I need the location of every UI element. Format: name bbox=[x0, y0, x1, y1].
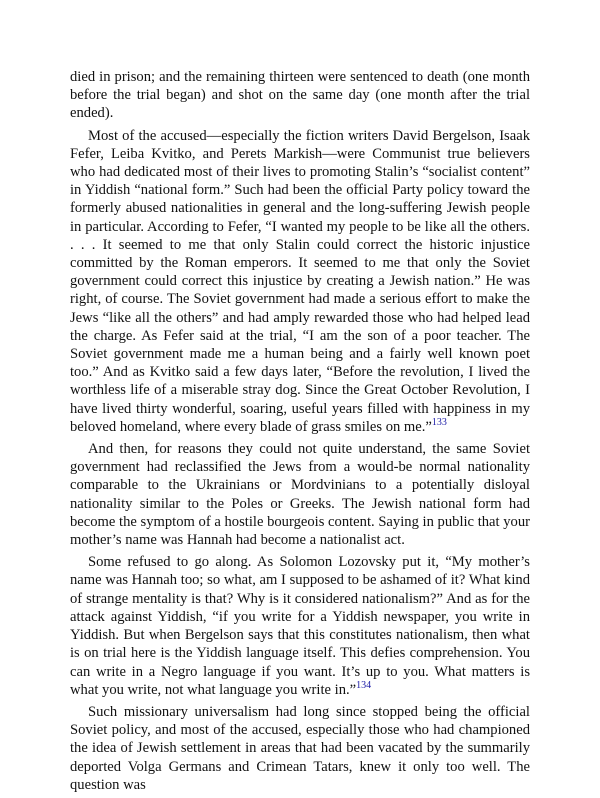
paragraph-text: died in prison; and the remaining thirteen were sentenced to death (one month before the trial began) and shot on the same day (one month after the trial ended). bbox=[70, 69, 530, 122]
paragraph-4 bbox=[70, 553, 530, 699]
paragraph-1 bbox=[70, 68, 530, 123]
paragraph-text: And then, for reasons they could not quite understand, the same Soviet government had reclassified the Jews from a would-be normal nationality comparable to the Ukrainians or Mordvinians to a potentially disloyal nationality similar to the Poles or Greeks. The Jewish national form had become the symptom of a hostile bourgeois content. Saying in public that your mother’s name was Hannah had become a nationalist act. bbox=[70, 441, 530, 549]
paragraph-text: Most of the accused—especially the fiction writers David Bergelson, Isaak Fefer, Leiba Kvitko, and Perets Markish—were Communist true believers who had dedicated most of their lives to promoting Stalin’s “socialist content” in Yiddish “national form.” Such had been the official Party policy toward the formerly abused nationalities in general and the long-suffering Jewish people in particular. According to Fefer, “I wanted my people to be like all the others. . . . It seemed to me that only Stalin could correct the historic injustice committed by the Roman emperors. It seemed to me that only the Soviet government could correct this injustice by creating a Jewish nation.” He was right, of course. The Soviet government had made a serious effort to make the Jews “like all the others” and had amply rewarded those who had helped lead the charge. As Fefer said at the trial, “I am the son of a poor teacher. The Soviet government made me a human being and a fairly well known poet too.” And as Kvitko said a few days later, “Before the revolution, I lived the worthless life of a miserable stray dog. Since the Great October Revolution, I have lived thirty wonderful, soaring, useful years filled with happiness in my beloved homeland, where every blade of grass smiles on me.” bbox=[70, 127, 530, 435]
page-body bbox=[70, 68, 530, 798]
paragraph-text: Some refused to go along. As Solomon Lozovsky put it, “My mother’s name was Hannah too; so what, am I supposed to be ashamed of it? What kind of strange mentality is that? Why is it considered nationalism?” And as for the attack against Yiddish, “if you write for a Yiddish newspaper, you write in Yiddish. But when Bergelson says that this constitutes nationalism, then what is on trial here is the Yiddish language itself. This defies comprehension. You can write in a Negro language if you want. It’s up to you. What matters is what you write, not what language you write in.” bbox=[70, 554, 530, 698]
paragraph-5 bbox=[70, 703, 530, 794]
footnote-ref-133[interactable]: 133 bbox=[431, 417, 447, 428]
paragraph-text: Such missionary universalism had long since stopped being the official Soviet policy, and most of the accused, especially those who had championed the idea of Jewish settlement in areas that had been vacated by the summarily deported Volga Germans and Crimean Tatars, knew it only too well. The question was bbox=[70, 703, 530, 793]
paragraph-2 bbox=[70, 127, 530, 436]
paragraph-3 bbox=[70, 440, 530, 549]
footnote-ref-134[interactable]: 134 bbox=[356, 679, 372, 691]
